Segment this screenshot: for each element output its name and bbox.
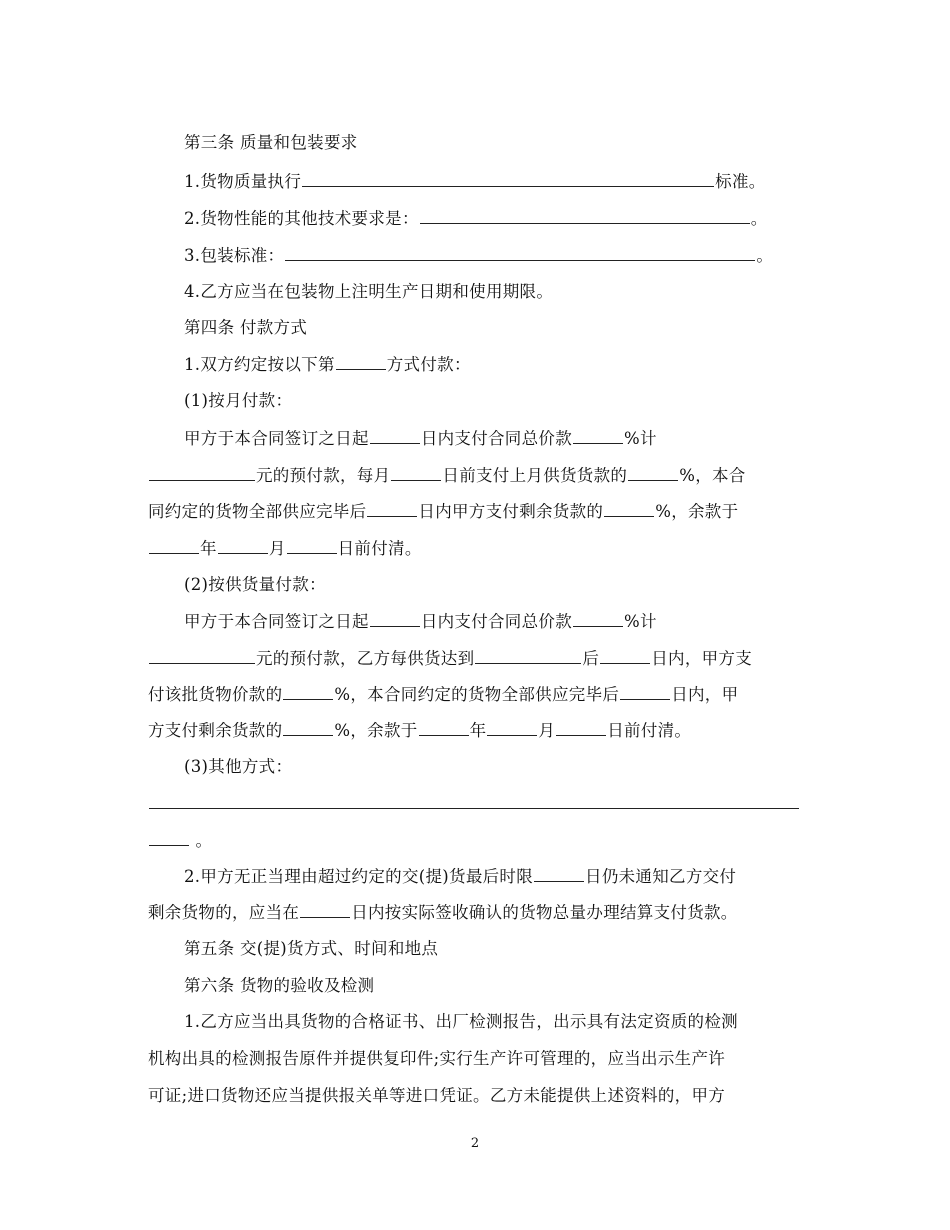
blank-field[interactable] <box>556 719 606 736</box>
other-method-heading: (3)其他方式： <box>184 757 293 776</box>
blank-field[interactable] <box>336 353 386 370</box>
article-4-heading: 第四条 付款方式 <box>184 318 308 337</box>
blank-field[interactable] <box>370 610 420 627</box>
blank-field[interactable] <box>573 427 623 444</box>
volume-payment-line-1: 甲方于本合同签订之日起 日内支付合同总价款 %计 <box>184 612 657 631</box>
inspection-line-3: 可证;进口货物还应当提供报关单等进口凭证。乙方未能提供上述资料的，甲方 <box>148 1086 726 1105</box>
blank-field[interactable] <box>149 464 255 481</box>
blank-field[interactable] <box>149 792 799 809</box>
other-method-blank-line <box>148 792 800 815</box>
blank-field[interactable] <box>287 537 337 554</box>
packaging-standard-line: 3.包装标准： 。 <box>184 246 774 265</box>
other-method-blank-end: 。 <box>148 829 212 852</box>
blank-field[interactable] <box>620 683 670 700</box>
blank-field[interactable] <box>149 829 189 846</box>
inspection-line-2: 机构出具的检测报告原件并提供复印件;实行生产许可管理的，应当出示生产许 <box>148 1049 726 1068</box>
blank-field[interactable] <box>604 500 654 517</box>
page-number: 2 <box>470 1136 480 1151</box>
volume-payment-line-3: 付该批货物价款的 %，本合同约定的货物全部供应完毕后 日内，甲 <box>148 685 739 704</box>
volume-payment-line-2: 元的预付款，乙方每供货达到 后 日内，甲方支 <box>148 647 752 670</box>
blank-field[interactable] <box>302 170 714 187</box>
blank-field[interactable] <box>149 537 199 554</box>
monthly-payment-line-2: 元的预付款，每月 日前支付上月供货货款的 %，本合 <box>148 464 746 487</box>
delay-clause-line-1: 2.甲方无正当理由超过约定的交(提)货最后时限 日仍未通知乙方交付 <box>184 867 737 886</box>
monthly-payment-line-4: 年 月 日前付清。 <box>148 537 422 560</box>
article-6-heading: 第六条 货物的验收及检测 <box>184 976 375 995</box>
blank-field[interactable] <box>419 719 469 736</box>
monthly-payment-line-3: 同约定的货物全部供应完毕后 日内甲方支付剩余货款的 %，余款于 <box>148 502 739 521</box>
volume-payment-line-4: 方支付剩余货款的 %，余款于 年 月 日前付清。 <box>148 721 692 740</box>
blank-field[interactable] <box>420 207 750 224</box>
article-5-heading: 第五条 交(提)货方式、时间和地点 <box>184 939 439 958</box>
blank-field[interactable] <box>300 901 350 918</box>
blank-field[interactable] <box>285 244 755 261</box>
blank-field[interactable] <box>534 865 584 882</box>
blank-field[interactable] <box>370 427 420 444</box>
blank-field[interactable] <box>573 610 623 627</box>
blank-field[interactable] <box>367 500 417 517</box>
blank-field[interactable] <box>283 719 333 736</box>
packaging-date-line: 4.乙方应当在包装物上注明生产日期和使用期限。 <box>184 282 554 301</box>
blank-field[interactable] <box>628 464 678 481</box>
monthly-payment-line-1: 甲方于本合同签订之日起 日内支付合同总价款 %计 <box>184 429 657 448</box>
technical-requirement-line: 2.货物性能的其他技术要求是： 。 <box>184 209 768 228</box>
blank-field[interactable] <box>475 647 581 664</box>
inspection-line-1: 1.乙方应当出具货物的合格证书、出厂检测报告，出示具有法定资质的检测 <box>184 1012 738 1031</box>
blank-field[interactable] <box>218 537 268 554</box>
monthly-payment-heading: (1)按月付款： <box>184 391 293 410</box>
blank-field[interactable] <box>487 719 537 736</box>
quality-standard-line: 1.货物质量执行 标准。 <box>184 172 766 191</box>
delay-clause-line-2: 剩余货物的，应当在 日内按实际签收确认的货物总量办理结算支付货款。 <box>148 903 738 922</box>
blank-field[interactable] <box>600 647 650 664</box>
volume-payment-heading: (2)按供货量付款： <box>184 575 326 594</box>
blank-field[interactable] <box>391 464 441 481</box>
blank-field[interactable] <box>149 647 255 664</box>
article-3-heading: 第三条 质量和包装要求 <box>184 133 358 152</box>
blank-field[interactable] <box>283 683 333 700</box>
payment-method-line: 1.双方约定按以下第 方式付款： <box>184 355 471 374</box>
